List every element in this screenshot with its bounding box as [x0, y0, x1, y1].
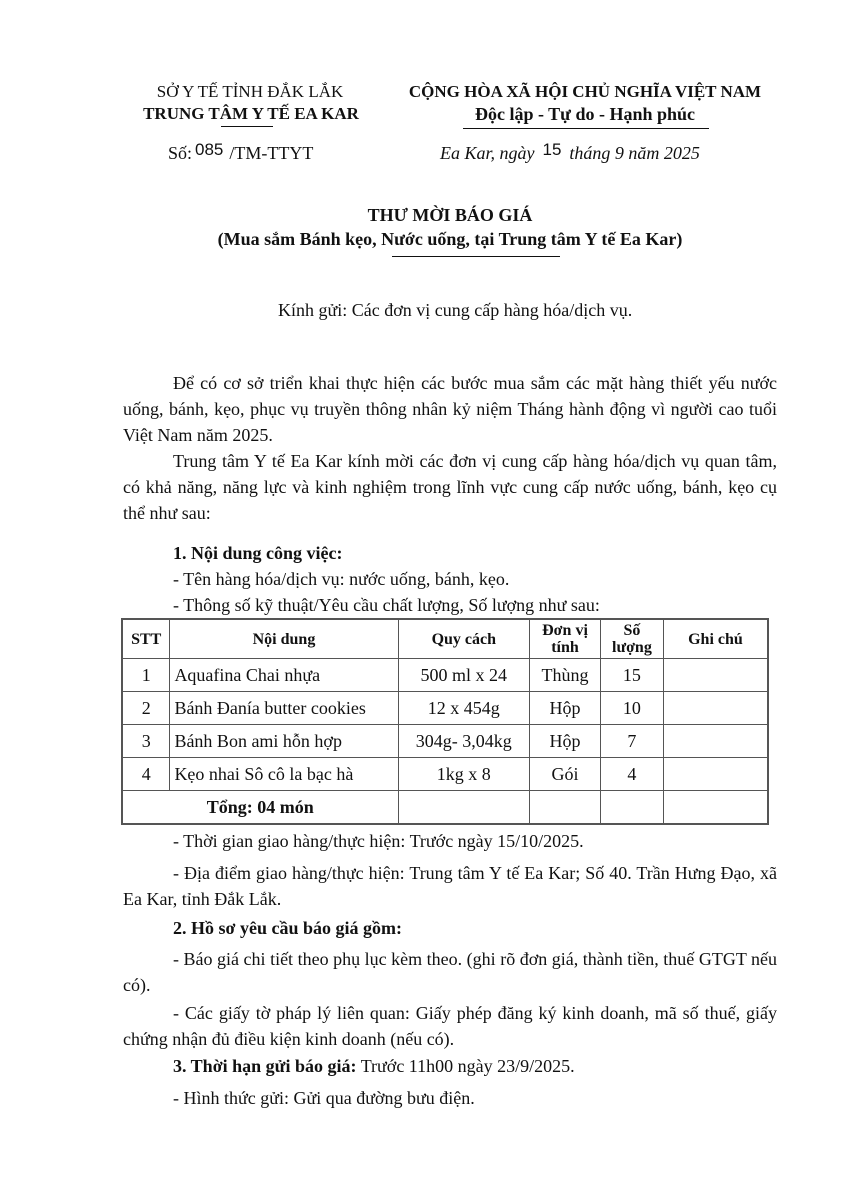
delivery-time: - Thời gian giao hàng/thực hiện: Trước ngày 15/10/2025.	[173, 831, 584, 851]
agency-underline	[221, 126, 273, 127]
row-spec: 500 ml x 24	[398, 659, 530, 692]
row-qty: 10	[600, 692, 663, 725]
row-content: Aquafina Chai nhựa	[170, 659, 398, 692]
row-unit: Hộp	[530, 692, 601, 725]
header-unit: Đơn vị tính	[530, 619, 601, 659]
row-note	[663, 725, 768, 758]
section2-item-1: - Báo giá chi tiết theo phụ lục kèm theo. (ghi rõ đơn giá, thành tiền, thuế GTGT nếu có).	[123, 949, 777, 995]
title-underline	[392, 256, 560, 257]
row-stt: 2	[122, 692, 170, 725]
table-header-row	[122, 619, 768, 659]
total-note-cell	[663, 791, 768, 825]
date-suffix: tháng 9 năm 2025	[569, 143, 700, 163]
delivery-place: - Địa điểm giao hàng/thực hiện: Trung tâm Y tế Ea Kar; Số 40. Trần Hưng Đạo, xã Ea Kar, tỉnh Đắk Lắk.	[123, 863, 777, 909]
total-spec-cell	[398, 791, 530, 825]
section3-heading: 3. Thời hạn gửi báo giá:	[173, 1056, 357, 1076]
row-stt: 4	[122, 758, 170, 791]
section3-deadline	[173, 1056, 575, 1077]
goods-name: - Tên hàng hóa/dịch vụ: nước uống, bánh, kẹo.	[173, 569, 510, 589]
document-date	[440, 140, 700, 164]
intro-paragraph-2	[123, 448, 777, 526]
national-title: CỘNG HÒA XÃ HỘI CHỦ NGHĨA VIỆT NAM	[408, 82, 762, 101]
row-qty: 4	[600, 758, 663, 791]
row-spec: 304g- 3,04kg	[398, 725, 530, 758]
spec-intro: - Thông số kỹ thuật/Yêu cầu chất lượng, Số lượng như sau:	[173, 595, 600, 615]
document-number	[168, 140, 314, 164]
national-motto: Độc lập - Tự do - Hạnh phúc	[474, 104, 696, 124]
document-title: THƯ MỜI BÁO GIÁ	[367, 205, 533, 225]
row-qty: 15	[600, 659, 663, 692]
row-spec: 12 x 454g	[398, 692, 530, 725]
intro-paragraph-1	[123, 370, 777, 448]
total-qty-cell	[600, 791, 663, 825]
date-prefix: Ea Kar, ngày	[440, 143, 535, 163]
number-value: 085	[195, 140, 224, 159]
row-stt: 3	[122, 725, 170, 758]
row-content: Bánh Bon ami hỗn hợp	[170, 725, 398, 758]
items-table	[121, 618, 769, 825]
salutation: Kính gửi: Các đơn vị cung cấp hàng hóa/dịch vụ.	[278, 300, 633, 320]
row-unit: Hộp	[530, 725, 601, 758]
row-note	[663, 659, 768, 692]
header-qty: Số lượng	[600, 619, 663, 659]
row-spec: 1kg x 8	[398, 758, 530, 791]
document-subtitle: (Mua sắm Bánh kẹo, Nước uống, tại Trung tâm Y tế Ea Kar)	[217, 229, 683, 249]
table-row	[122, 758, 768, 791]
section2-heading: 2. Hồ sơ yêu cầu báo giá gồm:	[173, 918, 402, 938]
agency-parent: SỞ Y TẾ TỈNH ĐẮK LẮK	[156, 82, 344, 101]
intro-paragraph-1-text: Để có cơ sở triển khai thực hiện các bước mua sắm các mặt hàng thiết yếu nước uống, bánh, kẹo, phục vụ truyền thông nhân kỷ niệm Tháng hành động vì người cao tuổi Việt Nam năm 2025.	[123, 373, 777, 445]
date-day: 15	[542, 140, 562, 159]
agency-name: TRUNG TÂM Y TẾ EA KAR	[143, 104, 359, 123]
deadline-value: Trước 11h00 ngày 23/9/2025.	[360, 1056, 575, 1076]
row-unit: Gói	[530, 758, 601, 791]
header-note: Ghi chú	[663, 619, 768, 659]
table-row	[122, 725, 768, 758]
number-suffix: /TM-TTYT	[229, 143, 314, 163]
table-total-row	[122, 791, 768, 825]
header-content: Nội dung	[170, 619, 398, 659]
row-unit: Thùng	[530, 659, 601, 692]
table-row	[122, 692, 768, 725]
row-content: Kẹo nhai Sô cô la bạc hà	[170, 758, 398, 791]
row-content: Bánh Đanía butter cookies	[170, 692, 398, 725]
row-qty: 7	[600, 725, 663, 758]
section2-item-2: - Các giấy tờ pháp lý liên quan: Giấy phép đăng ký kinh doanh, mã số thuế, giấy chứng nhận đủ điều kiện kinh doanh (nếu có).	[123, 1003, 777, 1049]
motto-underline	[463, 128, 709, 129]
row-note	[663, 692, 768, 725]
intro-paragraph-2-text: Trung tâm Y tế Ea Kar kính mời các đơn vị cung cấp hàng hóa/dịch vụ quan tâm, có khả năng, năng lực và kinh nghiệm trong lĩnh vực cung cấp nước uống, bánh, kẹo cụ thể như sau:	[123, 451, 777, 523]
table-row	[122, 659, 768, 692]
row-note	[663, 758, 768, 791]
number-prefix: Số:	[168, 143, 193, 163]
header-spec: Quy cách	[398, 619, 530, 659]
total-unit-cell	[530, 791, 601, 825]
section1-heading: 1. Nội dung công việc:	[173, 543, 343, 563]
row-stt: 1	[122, 659, 170, 692]
table-total: Tổng: 04 món	[122, 791, 398, 825]
header-stt: STT	[122, 619, 170, 659]
submission-method: - Hình thức gửi: Gửi qua đường bưu điện.	[173, 1088, 475, 1108]
